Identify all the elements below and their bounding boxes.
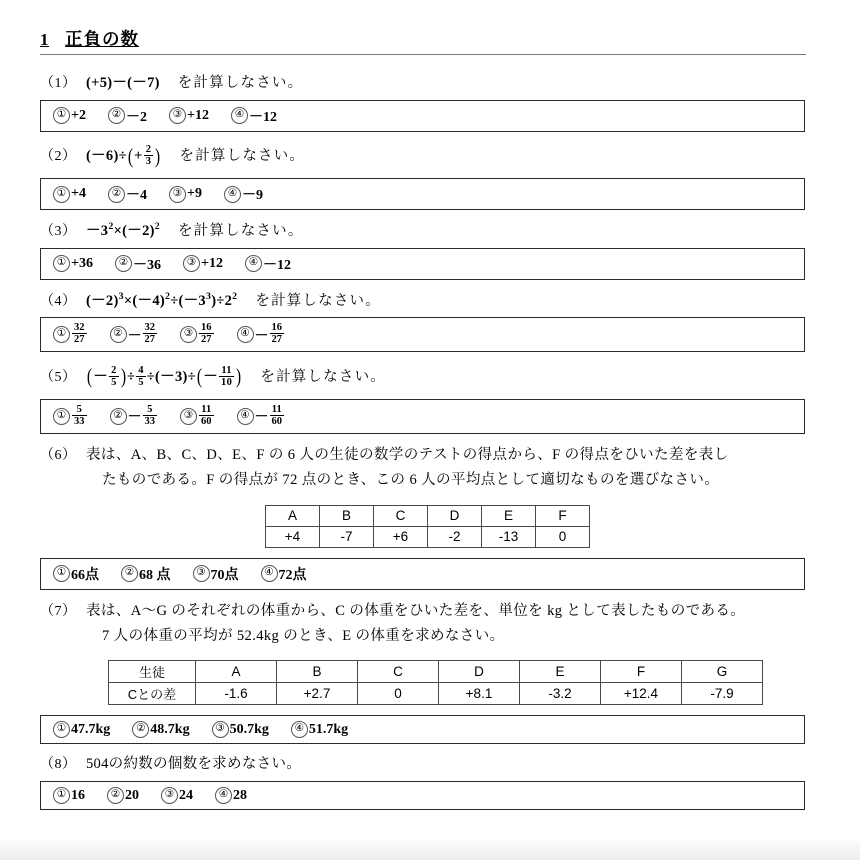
fraction-q5-e3: $\frac{11}{10}$ xyxy=(221,365,233,389)
question-block-3 xyxy=(40,214,806,280)
choice-4-2[interactable]: ② － $\frac{32}{27}$ xyxy=(110,323,159,346)
answer-box-3[interactable] xyxy=(40,248,805,280)
question-line-2: たものである。F の得点が 72 点のとき、この 6 人の平均点として適切なものを選びなさい。 xyxy=(102,472,720,489)
instruction-3: を計算しなさい。 xyxy=(177,223,304,240)
worksheet-content xyxy=(40,26,806,814)
choice-label: 72点 xyxy=(278,567,307,583)
choice-marker: ③ xyxy=(169,186,186,203)
choice-4-3[interactable] xyxy=(180,323,215,346)
question-line-1: 表は、A、B、C、D、E、F の 6 人の生徒の数学のテストの得点から、F の得点をひいた差を表し xyxy=(86,446,729,463)
table-cell: -7 xyxy=(320,526,374,547)
choice-marker: ④ xyxy=(224,186,241,203)
question-body-5 xyxy=(86,361,806,394)
choice-marker: ① xyxy=(53,408,70,425)
table-cell: E xyxy=(520,661,601,683)
choice-label: +2 xyxy=(71,107,86,123)
question-text-6 xyxy=(40,438,806,498)
table-cell: -2 xyxy=(428,526,482,547)
choice-5-3[interactable] xyxy=(180,405,215,428)
choice-marker: ① xyxy=(53,787,70,804)
question-body-2 xyxy=(86,141,806,174)
choice-3-4[interactable] xyxy=(245,254,291,274)
expression-1: (+5)－(－7) xyxy=(86,75,160,91)
choice-3-3[interactable] xyxy=(183,255,223,272)
table-cell: B xyxy=(320,505,374,526)
fraction-q5-e1: $\frac{2}{5}$ xyxy=(111,365,117,389)
table-cell: +12.4 xyxy=(601,683,682,705)
choice-marker: ④ xyxy=(237,326,254,343)
choice-label: 20 xyxy=(125,787,139,803)
question-text-7 xyxy=(40,594,806,654)
question-number-3: （3） xyxy=(40,224,77,240)
choice-label: 68 点 xyxy=(139,567,171,583)
table-cell: +2.7 xyxy=(277,683,358,705)
choice-marker: ① xyxy=(53,107,70,124)
question-block-1 xyxy=(40,67,806,132)
choice-6-1[interactable] xyxy=(53,564,99,584)
choice-label: 48.7kg xyxy=(150,721,190,737)
left-paren-icon: ( xyxy=(127,143,134,168)
choice-label: －36 xyxy=(132,257,161,273)
choice-label: 70点 xyxy=(210,567,239,583)
fraction-q4-1: $\frac{32}{27}$ xyxy=(74,322,85,346)
question-block-2 xyxy=(40,136,806,211)
table-cell: -3.2 xyxy=(520,683,601,705)
choice-marker: ② xyxy=(132,721,149,738)
choice-label: －4 xyxy=(125,188,147,204)
table-cell: Cとの差 xyxy=(109,683,196,705)
choice-5-2[interactable]: ② － $\frac{5}{33}$ xyxy=(110,405,159,428)
choice-2-1[interactable] xyxy=(53,186,86,203)
fraction-q4-4: $\frac{16}{27}$ xyxy=(271,322,282,346)
answer-box-6[interactable] xyxy=(40,558,805,590)
expression-4: $(-2)^3\times(-4)^2\div(-3^3)\div 2^2$ xyxy=(86,290,238,309)
table-cell: -13 xyxy=(482,526,536,547)
question-body-8: 504の約数の個数を求めなさい。 xyxy=(86,756,302,773)
choice-marker: ③ xyxy=(180,408,197,425)
fraction-q5-2: $\frac{5}{33}$ xyxy=(144,403,155,427)
question-line-1: 表は、A～G のそれぞれの体重から、C の体重をひいた差を、単位を kg として表したものである。 xyxy=(86,602,746,619)
choice-marker: ① xyxy=(53,565,70,582)
choice-marker: ② xyxy=(110,326,127,343)
table-cell: -1.6 xyxy=(196,683,277,705)
instruction-5: を計算しなさい。 xyxy=(260,368,386,385)
title-text: 正負の数 xyxy=(65,29,139,49)
question-number-5: （5） xyxy=(40,369,77,385)
answer-box-7[interactable] xyxy=(40,715,805,744)
expression-3: $-3^2\times(-2)^2$ xyxy=(86,221,160,240)
choice-7-1[interactable] xyxy=(53,721,110,738)
table-cell: C xyxy=(358,661,439,683)
table-cell: C xyxy=(374,505,428,526)
question-text-8 xyxy=(40,748,806,780)
table-cell: -7.9 xyxy=(682,683,763,705)
choice-1-3[interactable] xyxy=(169,107,209,124)
choice-marker: ② xyxy=(107,787,124,804)
choice-2-2[interactable] xyxy=(108,184,147,204)
choice-marker: ③ xyxy=(183,255,200,272)
left-paren-icon: ( xyxy=(196,364,203,389)
choice-marker: ② xyxy=(110,408,127,425)
table-row xyxy=(266,526,590,547)
table-cell: +4 xyxy=(266,526,320,547)
choice-marker: ① xyxy=(53,255,70,272)
table-cell: +8.1 xyxy=(439,683,520,705)
choice-marker: ① xyxy=(53,721,70,738)
choice-marker: ① xyxy=(53,326,70,343)
choice-marker: ① xyxy=(53,186,70,203)
title-number: 1 xyxy=(40,30,49,49)
choice-label: －12 xyxy=(248,109,277,125)
choice-marker: ③ xyxy=(212,721,229,738)
table-cell: 生徒 xyxy=(109,661,196,683)
table-cell: +6 xyxy=(374,526,428,547)
choice-marker: ④ xyxy=(291,721,308,738)
answer-box-5[interactable] xyxy=(40,399,805,434)
choice-marker: ④ xyxy=(215,787,232,804)
choice-6-2[interactable] xyxy=(121,564,171,584)
table-cell: F xyxy=(601,661,682,683)
choice-marker: ③ xyxy=(180,326,197,343)
question-number-7: （7） xyxy=(40,603,77,619)
choice-label: 51.7kg xyxy=(308,721,349,737)
choice-3-2[interactable] xyxy=(115,254,161,274)
table-row xyxy=(109,683,763,705)
question-text-4 xyxy=(40,284,806,317)
question-block-5 xyxy=(40,356,806,434)
instruction-4: を計算しなさい。 xyxy=(255,292,381,309)
question-number-6: （6） xyxy=(40,447,77,463)
fraction-q5-4: $\frac{11}{60}$ xyxy=(271,403,282,427)
instruction-1: を計算しなさい。 xyxy=(177,75,304,91)
question-block-4 xyxy=(40,284,806,353)
answer-box-1[interactable] xyxy=(40,100,805,132)
choice-8-1[interactable] xyxy=(53,787,85,804)
choice-label: －2 xyxy=(125,109,147,125)
question-body-4 xyxy=(86,289,806,312)
choice-label: －9 xyxy=(241,188,263,204)
choice-8-3[interactable] xyxy=(161,787,193,804)
table-cell: 0 xyxy=(536,526,590,547)
choice-label: 28 xyxy=(233,787,247,803)
choice-5-4[interactable]: ④ － $\frac{11}{60}$ xyxy=(237,405,286,428)
choice-label: 50.7kg xyxy=(229,721,269,737)
choice-7-4[interactable] xyxy=(291,721,348,738)
question-text-2 xyxy=(40,136,806,178)
table-cell: E xyxy=(482,505,536,526)
question-block-8 xyxy=(40,748,806,810)
choice-label: +4 xyxy=(71,186,86,202)
table-cell: B xyxy=(277,661,358,683)
choice-4-1[interactable] xyxy=(53,323,88,346)
choice-marker: ④ xyxy=(237,408,254,425)
choice-label: +12 xyxy=(186,107,209,123)
table-cell: D xyxy=(439,661,520,683)
choice-label: +12 xyxy=(200,255,223,271)
choice-label: 16 xyxy=(71,787,85,803)
fraction-q4-2: $\frac{32}{27}$ xyxy=(144,322,155,346)
fraction-q4-3: $\frac{16}{27}$ xyxy=(201,322,212,346)
choice-marker: ② xyxy=(115,255,132,272)
weight-difference-table xyxy=(108,660,763,705)
table-cell: 0 xyxy=(358,683,439,705)
score-difference-table xyxy=(265,505,590,548)
choice-3-1[interactable] xyxy=(53,255,93,272)
choice-7-2[interactable] xyxy=(132,721,189,738)
table-6-wrapper xyxy=(40,498,806,557)
question-number-4: （4） xyxy=(40,293,77,309)
right-paren-icon: ) xyxy=(155,143,161,168)
fraction-q2: $\frac{2}{3}$ xyxy=(145,144,152,168)
choice-label: 47.7kg xyxy=(71,721,111,737)
question-number-8: （8） xyxy=(40,757,77,773)
choice-8-4[interactable] xyxy=(215,787,247,804)
answer-box-2[interactable] xyxy=(40,178,805,210)
answer-box-8[interactable] xyxy=(40,781,805,810)
fraction-q5-1: $\frac{5}{33}$ xyxy=(74,403,85,427)
expression-2: (－6)÷(+ $\frac{2}{3}$ ) xyxy=(86,148,162,164)
table-cell: A xyxy=(196,661,277,683)
choice-7-3[interactable] xyxy=(212,721,269,738)
question-number-1: （1） xyxy=(40,76,77,91)
question-block-6 xyxy=(40,438,806,590)
choice-5-1[interactable] xyxy=(53,405,88,428)
table-7-wrapper xyxy=(40,653,806,714)
choice-marker: ② xyxy=(108,186,125,203)
choice-6-3[interactable] xyxy=(193,564,239,584)
choice-marker: ④ xyxy=(245,255,262,272)
question-body-3 xyxy=(86,219,806,242)
instruction-2: を計算しなさい。 xyxy=(179,148,306,165)
table-cell: D xyxy=(428,505,482,526)
choice-marker: ④ xyxy=(231,107,248,124)
fraction-q5-e2: $\frac{4}{5}$ xyxy=(138,365,144,389)
page-title xyxy=(40,26,806,55)
question-body-6 xyxy=(86,443,806,494)
choice-1-4[interactable] xyxy=(231,106,277,126)
choice-label: 66点 xyxy=(71,567,99,583)
expression-5: (－ $\frac{2}{5}$ )÷ $\frac{4}{5}$ ÷(－3)÷(－ $\frac{11}{10}$ ) xyxy=(86,369,242,385)
choice-label: 24 xyxy=(179,787,193,803)
choice-marker: ③ xyxy=(193,565,210,582)
answer-box-4[interactable] xyxy=(40,317,805,352)
right-paren-icon: ) xyxy=(120,364,127,389)
choice-marker: ② xyxy=(108,107,125,124)
choice-2-4[interactable] xyxy=(224,184,263,204)
choice-label: +36 xyxy=(71,255,93,271)
fraction-q5-3: $\frac{11}{60}$ xyxy=(201,403,212,427)
left-paren-icon: ( xyxy=(86,364,93,389)
table-row-header xyxy=(266,505,590,526)
choice-marker: ④ xyxy=(261,565,278,582)
question-number-2: （2） xyxy=(40,149,77,165)
choice-marker: ③ xyxy=(161,787,178,804)
choice-marker: ② xyxy=(121,565,138,582)
page-bottom-edge xyxy=(0,838,860,860)
question-text-3 xyxy=(40,214,806,247)
choice-1-1[interactable] xyxy=(53,107,86,124)
question-body-7 xyxy=(86,599,806,650)
table-row-header xyxy=(109,661,763,683)
choice-1-2[interactable] xyxy=(108,106,147,126)
question-text-5 xyxy=(40,356,806,398)
choice-marker: ③ xyxy=(169,107,186,124)
question-text-1 xyxy=(40,67,806,99)
choice-label: －12 xyxy=(262,257,291,273)
table-cell: A xyxy=(266,505,320,526)
table-cell: G xyxy=(682,661,763,683)
choice-8-2[interactable] xyxy=(107,787,139,804)
right-paren-icon: ) xyxy=(236,364,242,389)
question-line-2: 7 人の体重の平均が 52.4kg のとき、E の体重を求めなさい。 xyxy=(102,628,505,644)
question-block-7 xyxy=(40,594,806,745)
choice-2-3[interactable] xyxy=(169,186,202,203)
question-body-1 xyxy=(86,72,806,94)
choice-4-4[interactable]: ④ － $\frac{16}{27}$ xyxy=(237,323,286,346)
choice-label: +9 xyxy=(186,186,202,202)
choice-6-4[interactable] xyxy=(261,564,307,584)
table-cell: F xyxy=(536,505,590,526)
